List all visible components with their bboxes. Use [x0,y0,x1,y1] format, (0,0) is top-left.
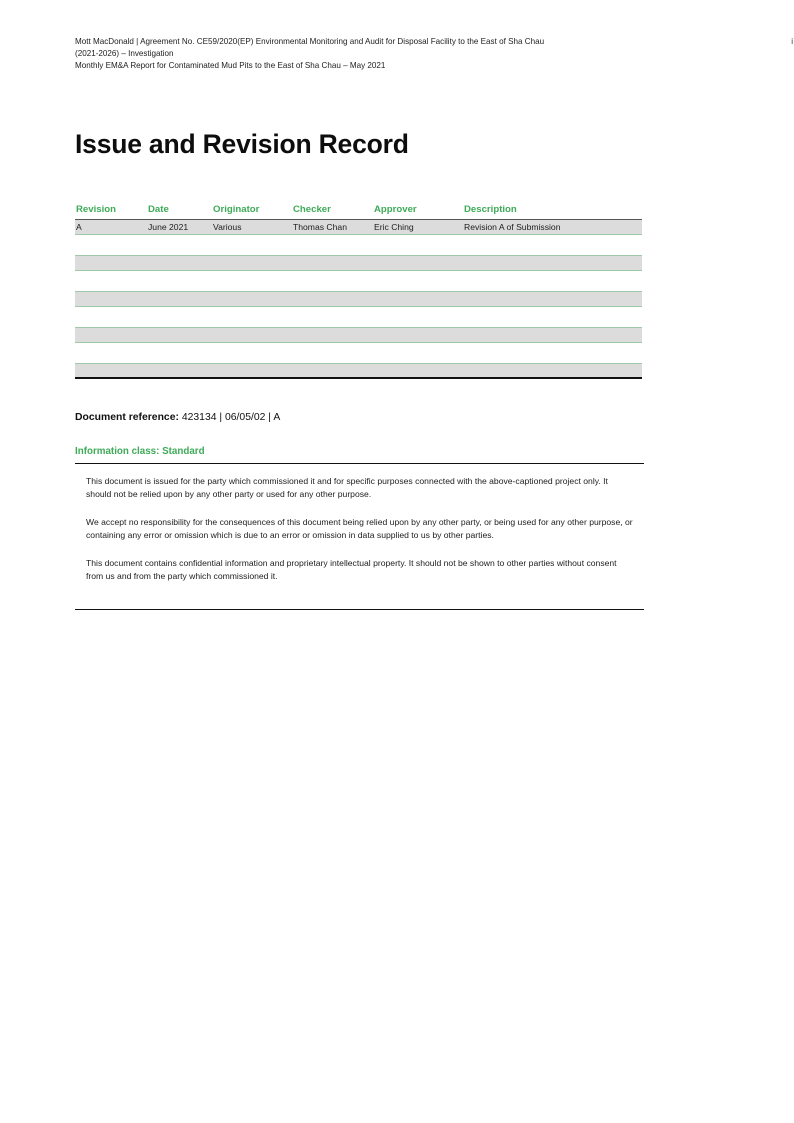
header-line-1: Mott MacDonald | Agreement No. CE59/2020(EP) Environmental Monitoring and Audit for Disposal Facility to the East of Sha Chau [75,37,545,46]
disclaimer-paragraph-3: This document contains confidential information and proprietary intellectual property. It should not be shown to other parties without consent from us and from the party which commissioned it. [86,557,617,582]
information-class [75,445,644,464]
table-row [75,327,642,343]
page-number: i [791,37,793,46]
table-row [75,291,642,307]
table-row-gap [75,343,642,363]
cell-checker: Thomas Chan [293,222,347,232]
column-header-checker: Checker [293,204,331,215]
disclaimer-paragraph-2: We accept no responsibility for the consequences of this document being relied upon by any other party, or being used for any other purpose, or containing any error or omission which is due to an error or omission in data supplied to us by other parties. [86,516,633,541]
disclaimer-bottom-rule [75,609,644,610]
cell-date: June 2021 [148,222,189,232]
header-reference-lines [75,36,635,73]
column-header-date: Date [148,204,169,215]
column-header-originator: Originator [213,204,260,215]
header-line-3: Monthly EM&A Report for Contaminated Mud Pits to the East of Sha Chau – May 2021 [75,61,386,71]
table-row-gap [75,235,642,255]
column-header-approver: Approver [374,204,417,215]
information-class-rule [75,463,644,464]
table-header-row [75,203,642,219]
cell-approver: Eric Ching [374,222,414,232]
information-class-text: Information class: Standard [75,446,205,457]
disclaimer-paragraph-1: This document is issued for the party which commissioned it and for specific purposes connected with the above-captioned project only. It should not be relied upon by any other party or used for any other purpose. [86,476,608,500]
column-header-revision: Revision [76,204,116,215]
column-header-description: Description [464,204,517,215]
cell-description: Revision A of Submission [464,222,561,232]
cell-originator: Various [213,222,242,232]
document-reference [75,410,280,425]
page-title: Issue and Revision Record [75,129,409,159]
header-line-2: (2021-2026) – Investigation [75,49,174,59]
running-header [75,36,793,73]
table-row-gap [75,271,642,291]
disclaimer-block [86,475,634,583]
document-reference-value: 423134 | 06/05/02 | A [181,412,281,423]
cell-revision: A [76,222,82,232]
issue-revision-table [75,203,642,379]
table-row [75,255,642,271]
table-row [75,363,642,379]
table-row-gap [75,307,642,327]
table-row [75,219,642,235]
document-reference-label: Document reference: [75,412,179,423]
